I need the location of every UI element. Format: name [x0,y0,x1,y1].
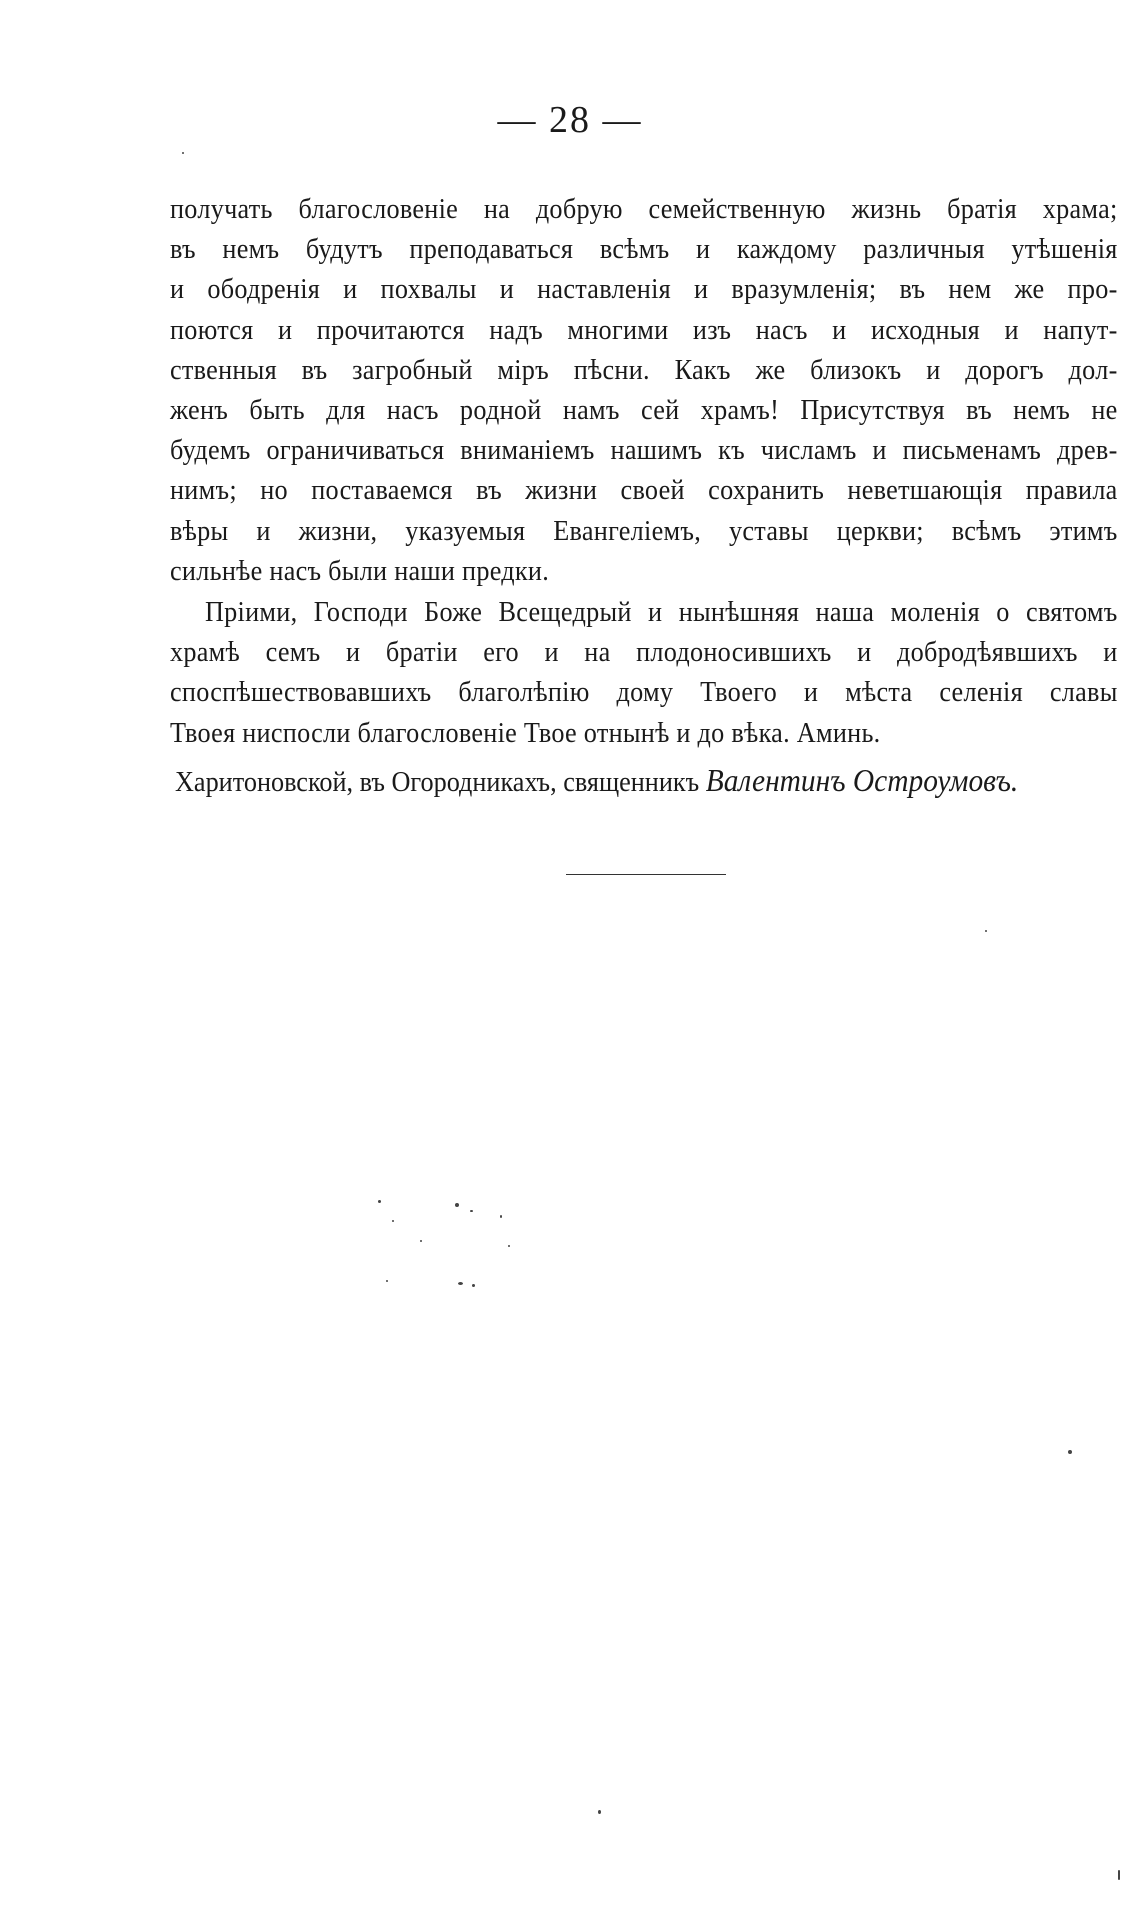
scan-speck [500,1215,502,1218]
scan-speck [1068,1450,1072,1454]
page-number: — 28 — [497,99,643,141]
scan-speck [182,152,184,154]
signature-line [175,762,1123,799]
text-line: получать благословеніе на добрую семейственную жизнь братія храма; [170,194,1118,225]
scan-speck [472,1284,475,1287]
signature-name: Валентинъ Остроумовъ. [705,762,1019,798]
scan-speck [392,1220,394,1222]
body-text [170,190,1118,754]
text-line: въ немъ будутъ преподаваться всѣмъ и каждому различныя утѣшенія [170,234,1118,266]
scan-speck [458,1282,463,1285]
scan-speck [455,1203,459,1207]
text-line: храмѣ семъ и братіи его и на плодоносившихъ и добродѣявшихъ и [170,637,1118,669]
scan-speck [420,1240,422,1242]
text-line: женъ быть для насъ родной намъ сей храмъ! Присутствуя въ немъ не [170,395,1118,427]
text-line: споспѣшествовавшихъ благолѣпію дому Твоего и мѣста селенія славы [170,677,1118,709]
text-line: Пріими, Господи Боже Всещедрый и нынѣшняя наша моленія о святомъ [204,597,1118,629]
text-line: вѣры и жизни, указуемыя Евангеліемъ, уставы церкви; всѣмъ этимъ [170,515,1118,547]
scan-speck [985,930,987,932]
text-line: нимъ; но поставаемся въ жизни своей сохранить неветшающія правила [170,475,1118,507]
scan-speck [378,1200,381,1203]
paragraph-1 [170,190,1118,592]
text-line: поются и прочитаются надъ многими изъ насъ и исходныя и напут- [170,314,1118,346]
text-line: Твоея ниспосли благословеніе Твое отнынѣ и до вѣка. Аминь. [170,717,881,749]
text-line: будемъ ограничиваться вниманіемъ нашимъ къ числамъ и письменамъ древ- [170,435,1118,467]
text-line: сильнѣе насъ были наши предки. [170,555,550,587]
text-line: ственныя въ загробный міръ пѣсни. Какъ же близокъ и дорогъ дол- [170,354,1118,386]
paragraph-2 [170,593,1118,754]
text-line: и ободренія и похвалы и наставленія и вразумленія; въ нем же про- [170,274,1118,306]
scan-speck [508,1245,510,1247]
scan-speck [598,1810,601,1814]
scan-speck [386,1280,388,1282]
scan-speck [470,1210,473,1212]
section-divider [566,874,726,875]
signature-prefix: Харитоновской, въ Огородникахъ, священникъ [175,767,700,798]
scan-speck [1118,1870,1120,1880]
